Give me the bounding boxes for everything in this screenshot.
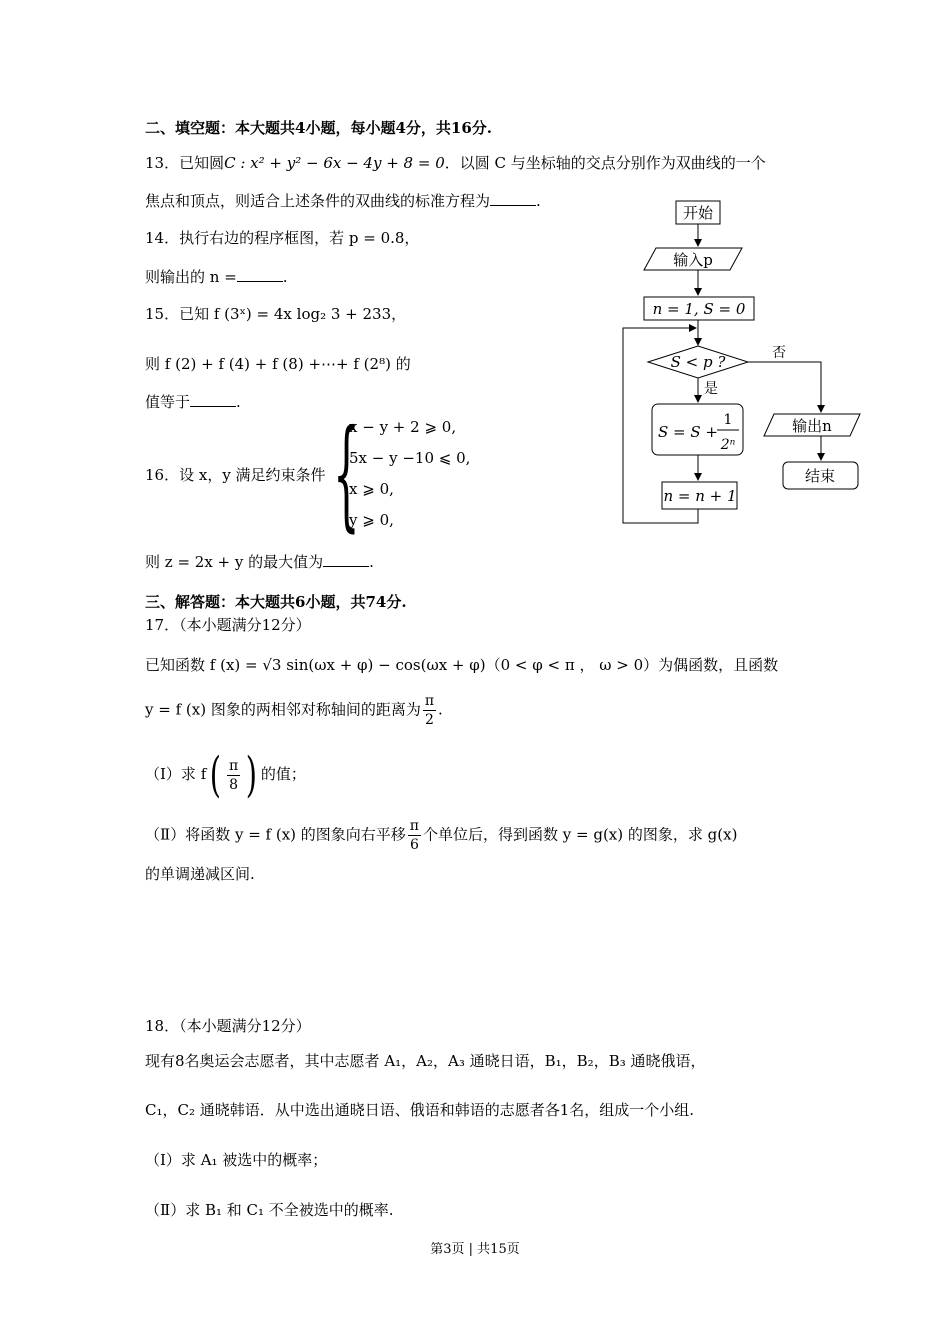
q17-part2 [145, 817, 737, 854]
q15-line1: 15．已知 f (3ˣ) = 4x log₂ 3 + 233， [145, 305, 407, 323]
q17-part2-text: （Ⅱ）将函数 y = f (x) 的图象向右平移 [145, 825, 406, 844]
q15-text: 值等于 [145, 393, 191, 411]
svg-text:S = S +: S = S + [658, 423, 718, 441]
q16-prefix: 16．设 x，y 满足约束条件 [145, 466, 326, 484]
flowchart [0, 0, 950, 600]
svg-text:1: 1 [723, 412, 733, 428]
section2-heading: 二、填空题：本大题共4小题，每小题4分，共16分. [145, 119, 492, 137]
flow-start [676, 201, 720, 224]
flow-end [783, 462, 858, 489]
flow-input [644, 248, 742, 270]
q17-title: 17．（本小题满分12分） [145, 616, 311, 634]
q16-text: 则 z = 2x + y 的最大值为 [145, 553, 324, 571]
svg-text:输入p: 输入p [673, 251, 713, 269]
q17-line1: 已知函数 f (x) = √3 sin(ωx + φ) − cos(ωx + φ)（0 < φ < π ， ω > 0）为偶函数，且函数 [145, 656, 779, 674]
q16-line-end: 则 z = 2x + y 的最大值为 . [145, 553, 374, 571]
q17-fraction-pi-2: $\frac{\pi}{2}$ [424, 693, 435, 728]
q13-text-b: ．以圆 C 与坐标轴的交点分别作为双曲线的一个 [444, 154, 766, 172]
q14-text: 则输出的 n = [145, 268, 237, 286]
q14-line1: 14．执行右边的程序框图，若 p = 0.8， [145, 229, 420, 247]
q18-title: 18．（本小题满分12分） [145, 1017, 311, 1035]
svg-text:结束: 结束 [804, 467, 836, 485]
flow-arrow-no [748, 362, 821, 412]
q16-brace: { [333, 405, 360, 544]
flow-output [764, 414, 860, 436]
flow-assign [652, 404, 743, 455]
q17-part2-cont: 的单调递减区间. [145, 865, 255, 883]
q17-part2-tail: 个单位后，得到函数 y = g(x) 的图象，求 g(x) [423, 825, 738, 844]
svg-text:输出n: 输出n [792, 417, 832, 435]
q15-line2: 则 f (2) + f (4) + f (8) +⋯+ f (2⁸) 的 [145, 355, 411, 373]
svg-text:2ⁿ: 2ⁿ [720, 437, 736, 453]
flow-yes-label: 是 [704, 381, 718, 397]
q17-line2-text: y = f (x) 图象的两相邻对称轴间的距离为 [145, 700, 421, 719]
q14-line2: 则输出的 n = . [145, 268, 288, 286]
q13-line2: 焦点和顶点，则适合上述条件的双曲线的标准方程为 . [145, 192, 541, 210]
svg-text:S < p ?: S < p ? [670, 353, 726, 371]
svg-text:n = 1, S = 0: n = 1, S = 0 [652, 300, 746, 318]
svg-text:n = n + 1: n = n + 1 [663, 487, 737, 505]
q17-fraction-pi-8: $\frac{\pi}{8}$ [228, 757, 239, 793]
q17-fraction-pi-6: $\frac{\pi}{6}$ [409, 818, 419, 853]
flow-no-label: 否 [772, 345, 786, 361]
q18-line1: 现有8名奥运会志愿者，其中志愿者 A₁，A₂，A₃ 通晓日语，B₁，B₂，B₃ 通晓俄语， [145, 1052, 706, 1070]
section3-heading: 三、解答题：本大题共6小题，共74分. [145, 593, 407, 611]
flow-increment [662, 482, 737, 509]
q16-case-4: y ⩾ 0, [349, 511, 394, 529]
page-footer: 第3页 | 共15页 [430, 1242, 520, 1257]
q16-case-3: x ⩾ 0, [349, 480, 394, 498]
flow-condition [648, 346, 748, 378]
q13-text-a: 13．已知圆 [145, 154, 225, 172]
q18-part1: （Ⅰ）求 A₁ 被选中的概率； [145, 1151, 328, 1169]
q17-part1-tail: 的值； [260, 765, 306, 783]
q16-case-2: 5x − y −10 ⩽ 0, [349, 449, 471, 467]
q18-part2: （Ⅱ）求 B₁ 和 C₁ 不全被选中的概率. [145, 1201, 394, 1219]
q17-line2: y = f (x) 图象的两相邻对称轴间的距离为 $\frac{\pi}{2}$ . [145, 693, 443, 728]
q18-line2: C₁，C₂ 通晓韩语．从中选出通晓日语、俄语和韩语的志愿者各1名，组成一个小组. [145, 1101, 695, 1119]
q13-text-c: 焦点和顶点，则适合上述条件的双曲线的标准方程为 [145, 192, 491, 210]
q13-equation: C : x² + y² − 6x − 4y + 8 = 0 [224, 154, 445, 172]
q15-line3: 值等于 . [145, 393, 241, 411]
q17-part1-text: （Ⅰ）求 f [145, 765, 207, 783]
q16-case-1: x − y + 2 ⩾ 0, [349, 418, 457, 436]
q17-part1: （Ⅰ）求 f( $\frac{\pi}{8}$ ) 的值； [145, 747, 306, 803]
svg-text:开始: 开始 [682, 204, 714, 222]
flow-init [644, 297, 754, 320]
